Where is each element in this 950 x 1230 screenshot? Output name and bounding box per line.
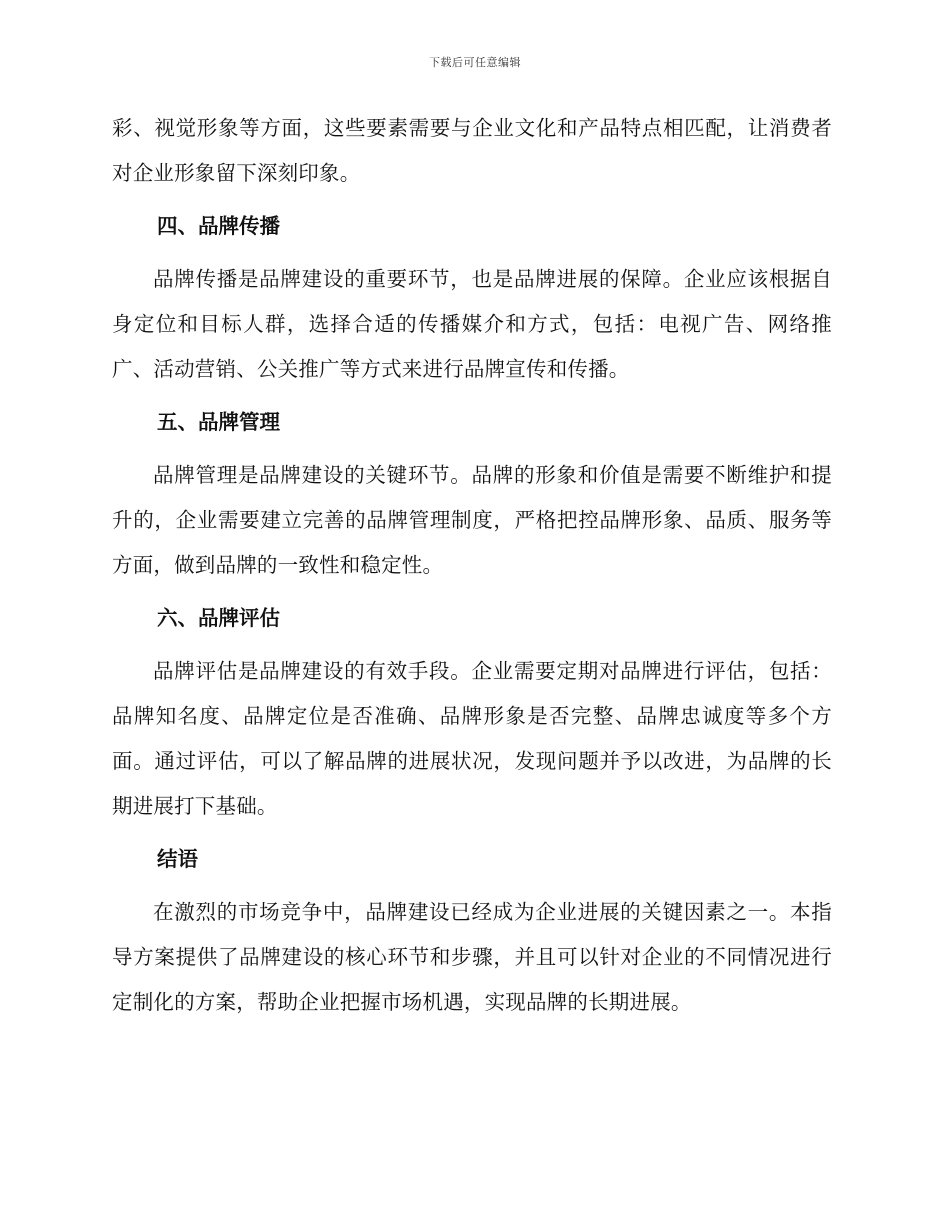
paragraph-brand-communication: 品牌传播是品牌建设的重要环节，也是品牌进展的保障。企业应该根据自身定位和目标人群，选择合适的传播媒介和方式，包括：电视广告、网络推广、活动营销、公关推广等方式来进行品牌宣传和传播。 xyxy=(112,267,832,381)
page-header-note: 下载后可任意编辑 xyxy=(429,56,521,69)
paragraph-brand-evaluation: 品牌评估是品牌建设的有效手段。企业需要定期对品牌进行评估，包括：品牌知名度、品牌定位是否准确、品牌形象是否完整、品牌忠诚度等多个方面。通过评估，可以了解品牌的进展状况，发现问题并予以改进，为品牌的长期进展打下基础。 xyxy=(112,659,832,818)
heading-brand-evaluation: 六、品牌评估 xyxy=(157,606,280,630)
paragraph-continuation: 彩、视觉形象等方面，这些要素需要与企业文化和产品特点相匹配，让消费者对企业形象留下深刻印象。 xyxy=(112,116,832,185)
paragraph-conclusion: 在激烈的市场竞争中，品牌建设已经成为企业进展的关键因素之一。本指导方案提供了品牌建设的核心环节和步骤，并且可以针对企业的不同情况进行定制化的方案，帮助企业把握市场机遇，实现品牌的长期进展。 xyxy=(112,900,832,1014)
heading-brand-communication: 四、品牌传播 xyxy=(157,214,280,238)
heading-conclusion: 结语 xyxy=(157,847,198,871)
heading-brand-management: 五、品牌管理 xyxy=(157,410,280,434)
document-body xyxy=(112,106,832,1025)
paragraph-brand-management: 品牌管理是品牌建设的关键环节。品牌的形象和价值是需要不断维护和提升的，企业需要建立完善的品牌管理制度，严格把控品牌形象、品质、服务等方面，做到品牌的一致性和稳定性。 xyxy=(112,463,832,577)
